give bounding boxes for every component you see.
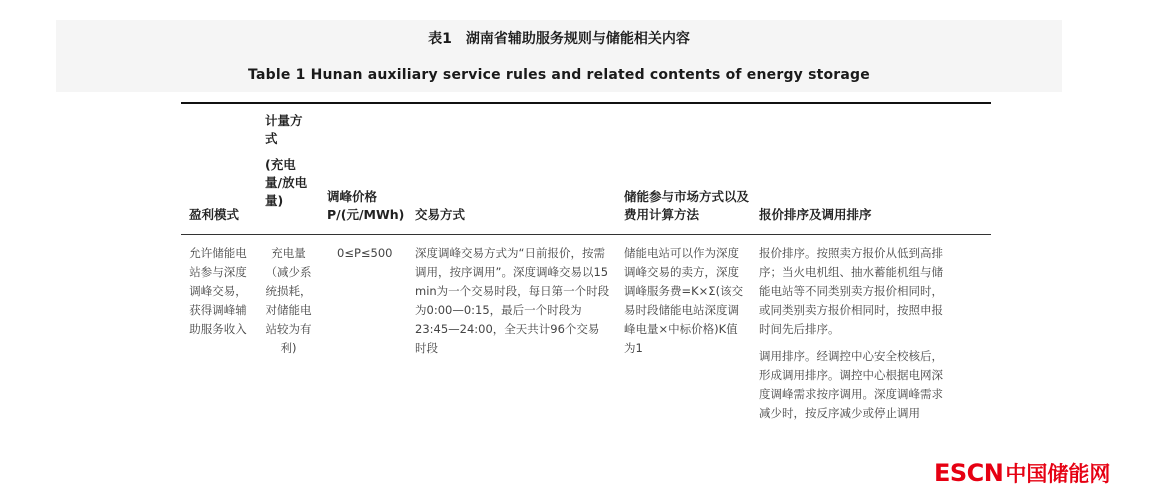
header-trading-method: 交易方式 — [415, 207, 466, 222]
caption-band — [56, 20, 1062, 92]
header-metering-method — [265, 112, 311, 210]
cell-peak-price: 0≤P≤500 — [337, 246, 393, 260]
cell-trading-method: 深度调峰交易方式为“日前报价，按需调用，按序调用”。深度调峰交易以15 min为一个交易时段，每日第一个时段为0:00—0:15，最后一个时段为23:45—24:00，全天共计96个交易时段 — [415, 246, 610, 355]
table-header-rule — [181, 234, 991, 235]
cell-market-participation: 储能电站可以作为深度调峰交易的卖方，深度调峰服务费=K×Σ(该交易时段储能电站深度调峰电量×中标价格)K值为1 — [624, 246, 744, 355]
cell-metering-method: 充电量（减少系统损耗，对储能电站较为有利) — [265, 246, 312, 355]
table-caption-cn: 表1 湖南省辅助服务规则与储能相关内容 — [428, 31, 690, 47]
escn-watermark-logo — [934, 458, 1146, 488]
cell-profit-mode: 允许储能电站参与深度调峰交易，获得调峰辅助服务收入 — [189, 246, 247, 336]
header-market-participation: 储能参与市场方式以及 费用计算方法 — [624, 189, 750, 222]
watermark-cn: 中国储能网 — [1005, 462, 1111, 486]
watermark-en: ESCN — [934, 459, 1004, 487]
cell-bid-ranking-para1: 报价排序。按照卖方报价从低到高排序；当火电机组、抽水蓄能机组与储能电站等不同类别卖方报价相同时，或同类别卖方报价相同时，按照申报时间先后排序。 — [759, 246, 943, 336]
header-peak-price — [327, 188, 407, 224]
document-page — [56, 20, 1062, 501]
header-profit-mode: 盈利模式 — [189, 207, 240, 222]
header-metering-method-line2: (充电量/放电量) — [265, 157, 308, 208]
cell-bid-ranking — [759, 244, 944, 423]
header-bid-ranking: 报价排序及调用排序 — [759, 207, 872, 222]
cell-bid-ranking-para2: 调用排序。经调控中心安全校核后，形成调用排序。调控中心根据电网深度调峰需求按序调用。深度调峰需求减少时，按反序减少或停止调用 — [759, 349, 943, 420]
table-top-rule — [181, 102, 991, 104]
header-peak-price-line1: 调峰价格 — [327, 189, 378, 204]
header-metering-method-line1: 计量方式 — [265, 113, 303, 146]
table-caption-en: Table 1 Hunan auxiliary service rules and related contents of energy storage — [248, 67, 870, 83]
header-peak-price-line2: P/(元/MWh) — [327, 207, 405, 222]
